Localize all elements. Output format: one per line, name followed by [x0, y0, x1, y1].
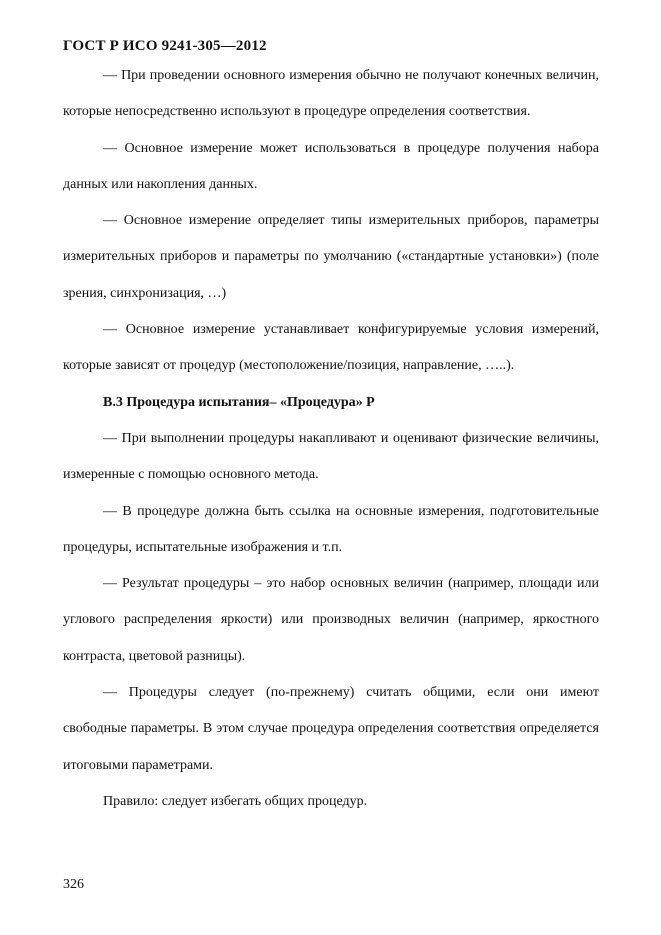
paragraph-6: — В процедуре должна быть ссылка на основные измерения, подготовительные процедуры, испытательные изображения и т.п. [63, 503, 599, 555]
section-heading: В.3 Процедура испытания– «Процедура» Р [103, 394, 375, 410]
document-header: ГОСТ Р ИСО 9241-305—2012 [63, 38, 267, 54]
paragraph-3: — Основное измерение определяет типы измерительных приборов, параметры измерительных приборов и параметры по умолчанию («стандартные установки») (поле зрения, синхронизация, …) [63, 213, 599, 301]
rule-paragraph: Правило: следует избегать общих процедур. [103, 793, 368, 809]
paragraph-8: — Процедуры следует (по-прежнему) считать общими, если они имеют свободные параметры. В этом случае процедура определения соответствия определяется итоговыми параметрами. [63, 685, 599, 773]
paragraph-7: — Результат процедуры – это набор основных величин (например, площади или углового распределения яркости) или производных величин (например, яркостного контраста, цветовой разницы). [63, 576, 599, 664]
paragraph-2: — Основное измерение может использоваться в процедуре получения набора данных или накопления данных. [63, 140, 599, 192]
paragraph-4: — Основное измерение устанавливает конфигурируемые условия измерений, которые зависят от процедур (местоположение/позиция, направление, …..). [63, 322, 599, 374]
page-number: 326 [63, 877, 84, 892]
document-body [63, 58, 599, 820]
paragraph-1: — При проведении основного измерения обычно не получают конечных величин, которые непосредственно используют в процедуре определения соответствия. [63, 68, 599, 120]
paragraph-5: — При выполнении процедуры накапливают и оценивают физические величины, измеренные с помощью основного метода. [63, 430, 599, 483]
